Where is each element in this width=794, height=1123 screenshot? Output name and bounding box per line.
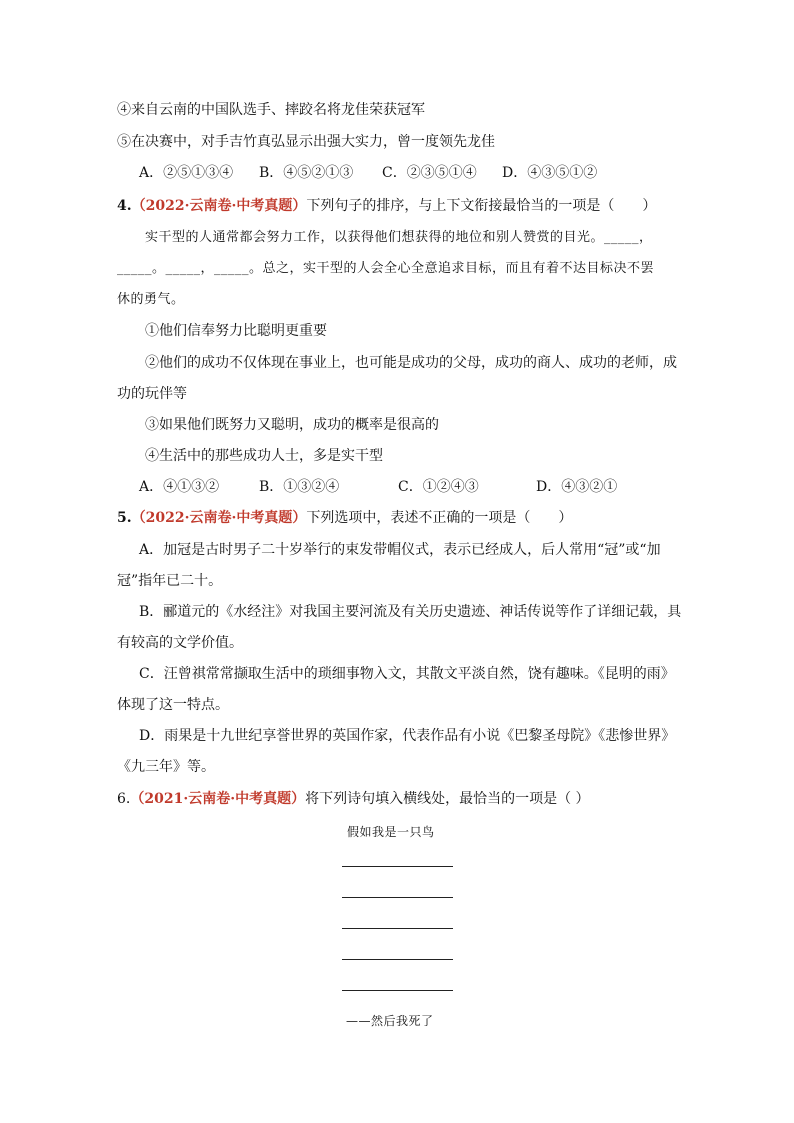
option-b-line-1: B．郦道元的《水经注》对我国主要河流及有关历史遗迹、神话传说等作了详细记载，具 xyxy=(139,604,682,620)
prev-option-d: D．④③⑤①② xyxy=(502,165,598,181)
sentence-1: ①他们信奉努力比聪明更重要 xyxy=(145,323,327,339)
sentence-2: ②他们的成功不仅体现在事业上，也可能是成功的父母，成功的商人、成功的老师，成 xyxy=(145,355,677,371)
poem-ending: ——然后我死了 xyxy=(346,1014,434,1028)
question-6-header xyxy=(117,790,590,808)
sentence-3: ③如果他们既努力又聪明，成功的概率是很高的 xyxy=(145,417,439,433)
question-number: 6. xyxy=(117,791,131,807)
prev-item-5: ⑤在决赛中，对手吉竹真弘显示出强大实力，曾一度领先龙佳 xyxy=(117,134,495,150)
option-d-line-2: 《九三年》等。 xyxy=(117,759,215,775)
passage-line-2: _____。_____，_____。总之，实干型的人会全心全意追求目标，而且有着不达目标决不罢 xyxy=(117,261,655,276)
poem-blank-3 xyxy=(342,928,453,929)
option-d-line-1: D．雨果是十九世纪享誉世界的英国作家，代表作品有小说《巴黎圣母院》《悲惨世界》 xyxy=(139,728,676,744)
question-stem: 将下列诗句填入横线处，最恰当的一项是（ ） xyxy=(305,791,590,807)
option-a: A．④①③② xyxy=(139,479,220,495)
option-c: C．①②④③ xyxy=(398,479,479,495)
option-c-line-1: C．汪曾祺常常撷取生活中的琐细事物入文，其散文平淡自然，饶有趣味。《昆明的雨》 xyxy=(139,666,675,682)
prev-option-a: A．②⑤①③④ xyxy=(139,165,234,181)
poem-blank-2 xyxy=(342,897,453,898)
passage-line-1: 实干型的人通常都会努力工作，以获得他们想获得的地位和别人赞赏的目光。_____， xyxy=(145,230,653,245)
question-number: 4. xyxy=(117,198,132,214)
poem-blank-4 xyxy=(342,959,453,960)
option-b-line-2: 有较高的文学价值。 xyxy=(117,635,243,651)
question-stem: 下列句子的排序，与上下文衔接最恰当的一项是（ ） xyxy=(306,198,657,214)
sentence-2-cont: 功的玩伴等 xyxy=(117,386,187,402)
question-4-header xyxy=(117,197,656,215)
question-5-header xyxy=(117,509,572,527)
prev-option-b: B．④⑤②①③ xyxy=(259,165,354,181)
question-stem: 下列选项中，表述不正确的一项是（ ） xyxy=(306,510,573,526)
option-a-line-2: 冠”指年已二十。 xyxy=(117,573,223,589)
question-number: 5. xyxy=(117,510,132,526)
prev-option-c: C．②③⑤①④ xyxy=(382,165,477,181)
option-d: D．④③②① xyxy=(536,479,618,495)
question-source: （2022·云南卷·中考真题） xyxy=(131,510,307,526)
sentence-4: ④生活中的那些成功人士，多是实干型 xyxy=(145,448,383,464)
option-c-line-2: 体现了这一特点。 xyxy=(117,697,229,713)
passage-line-3: 休的勇气。 xyxy=(117,292,185,307)
question-source: （2022·云南卷·中考真题） xyxy=(131,198,307,214)
option-b: B．①③②④ xyxy=(259,479,340,495)
poem-blank-1 xyxy=(342,866,453,867)
poem-blank-5 xyxy=(342,990,453,991)
prev-item-4: ④来自云南的中国队选手、摔跤名将龙佳荣获冠军 xyxy=(117,102,425,118)
question-source: （2021·云南卷·中考真题） xyxy=(130,791,306,807)
option-a-line-1: A．加冠是古时男子二十岁举行的束发带帽仪式，表示已经成人，后人常用“冠”或“加 xyxy=(139,542,661,558)
poem-title: 假如我是一只鸟 xyxy=(347,825,435,839)
